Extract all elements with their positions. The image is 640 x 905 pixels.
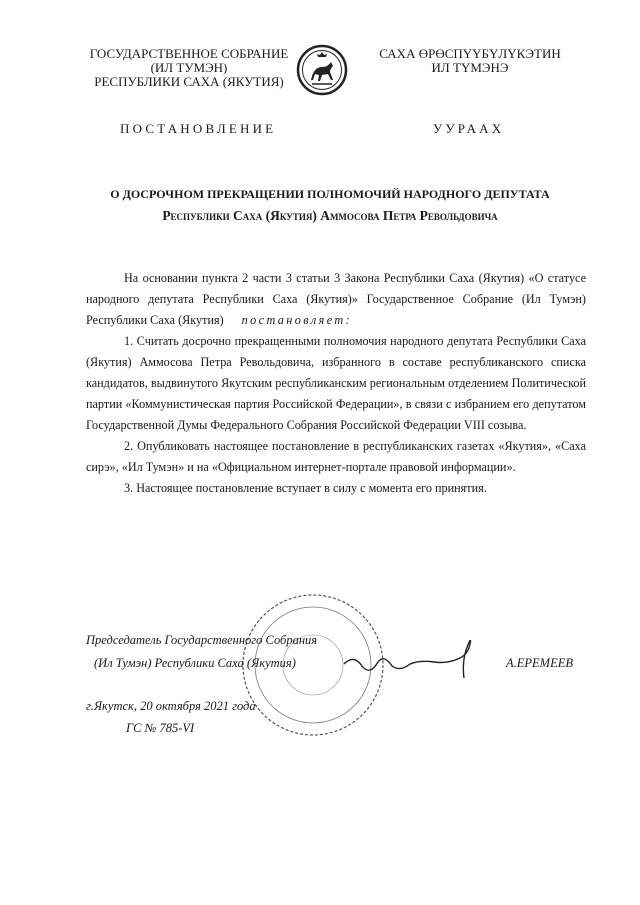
- document-body: [86, 268, 586, 499]
- issuer-ru-line3: РЕСПУБЛИКИ САХА (ЯКУТИЯ): [94, 74, 284, 89]
- item-1: 1. Считать досрочно прекращенными полномочия народного депутата Республики Саха (Якутия) Аммосова Петра Револьдовича, избранного в составе республиканского списка кандидатов, выдвинутого Якутским республиканским региональным отделением Политической партии «Коммунистическая партия Российской Федерации», в связи с избранием его депутатом Государственной Думы Федерального Собрания Российской Федерации VIII созыва.: [86, 334, 586, 432]
- issuer-sakha-line2: ИЛ ТҮМЭНЭ: [431, 60, 509, 75]
- document-kind-sakha: УУРААХ: [433, 121, 505, 136]
- document-title-line1: О ДОСРОЧНОМ ПРЕКРАЩЕНИИ ПОЛНОМОЧИЙ НАРОДНОГО ДЕПУТАТА: [110, 187, 550, 201]
- place-and-date: г.Якутск, 20 октября 2021 года: [86, 699, 256, 713]
- issuer-ru-line2: (ИЛ ТУМЭН): [150, 60, 228, 75]
- signatory-title-line2: (Ил Тумэн) Республики Саха (Якутия): [94, 656, 296, 670]
- issuer-ru-line1: ГОСУДАРСТВЕННОЕ СОБРАНИЕ: [89, 46, 289, 61]
- item-2: 2. Опубликовать настоящее постановление в республиканских газетах «Якутия», «Саха сирэ», «Ил Тумэн» и на «Официальном интернет-портале правовой информации».: [86, 439, 586, 474]
- preamble-text: На основании пункта 2 части 3 статьи 3 Закона Республики Саха (Якутия) «О статусе народного депутата Республики Саха (Якутия)» Государственное Собрание (Ил Тумэн) Республики Саха (Якутия): [86, 271, 586, 327]
- document-kind-ru: ПОСТАНОВЛЕНИЕ: [120, 121, 277, 136]
- item-3: 3. Настоящее постановление вступает в силу с момента его принятия.: [124, 481, 487, 495]
- document-number: ГС № 785-VI: [126, 721, 195, 735]
- issuer-block-ru: [86, 47, 292, 89]
- issuer-block-sakha: [370, 47, 570, 75]
- coat-of-arms-icon: [296, 42, 348, 98]
- issuer-sakha-line1: САХА ӨРӨСПҮҮБҮЛҮКЭТИН: [379, 46, 561, 61]
- document-title-line2: Республики Саха (Якутия) Аммосова Петра Револьдовича: [162, 208, 498, 223]
- handwritten-signature: [340, 640, 480, 680]
- preamble-paragraph: [86, 268, 586, 331]
- signatory-title-line1: Председатель Государственного Собрания: [86, 633, 318, 647]
- signatory-name: А.ЕРЕМЕЕВ: [506, 656, 573, 670]
- decrees-word: постановляет:: [241, 313, 353, 327]
